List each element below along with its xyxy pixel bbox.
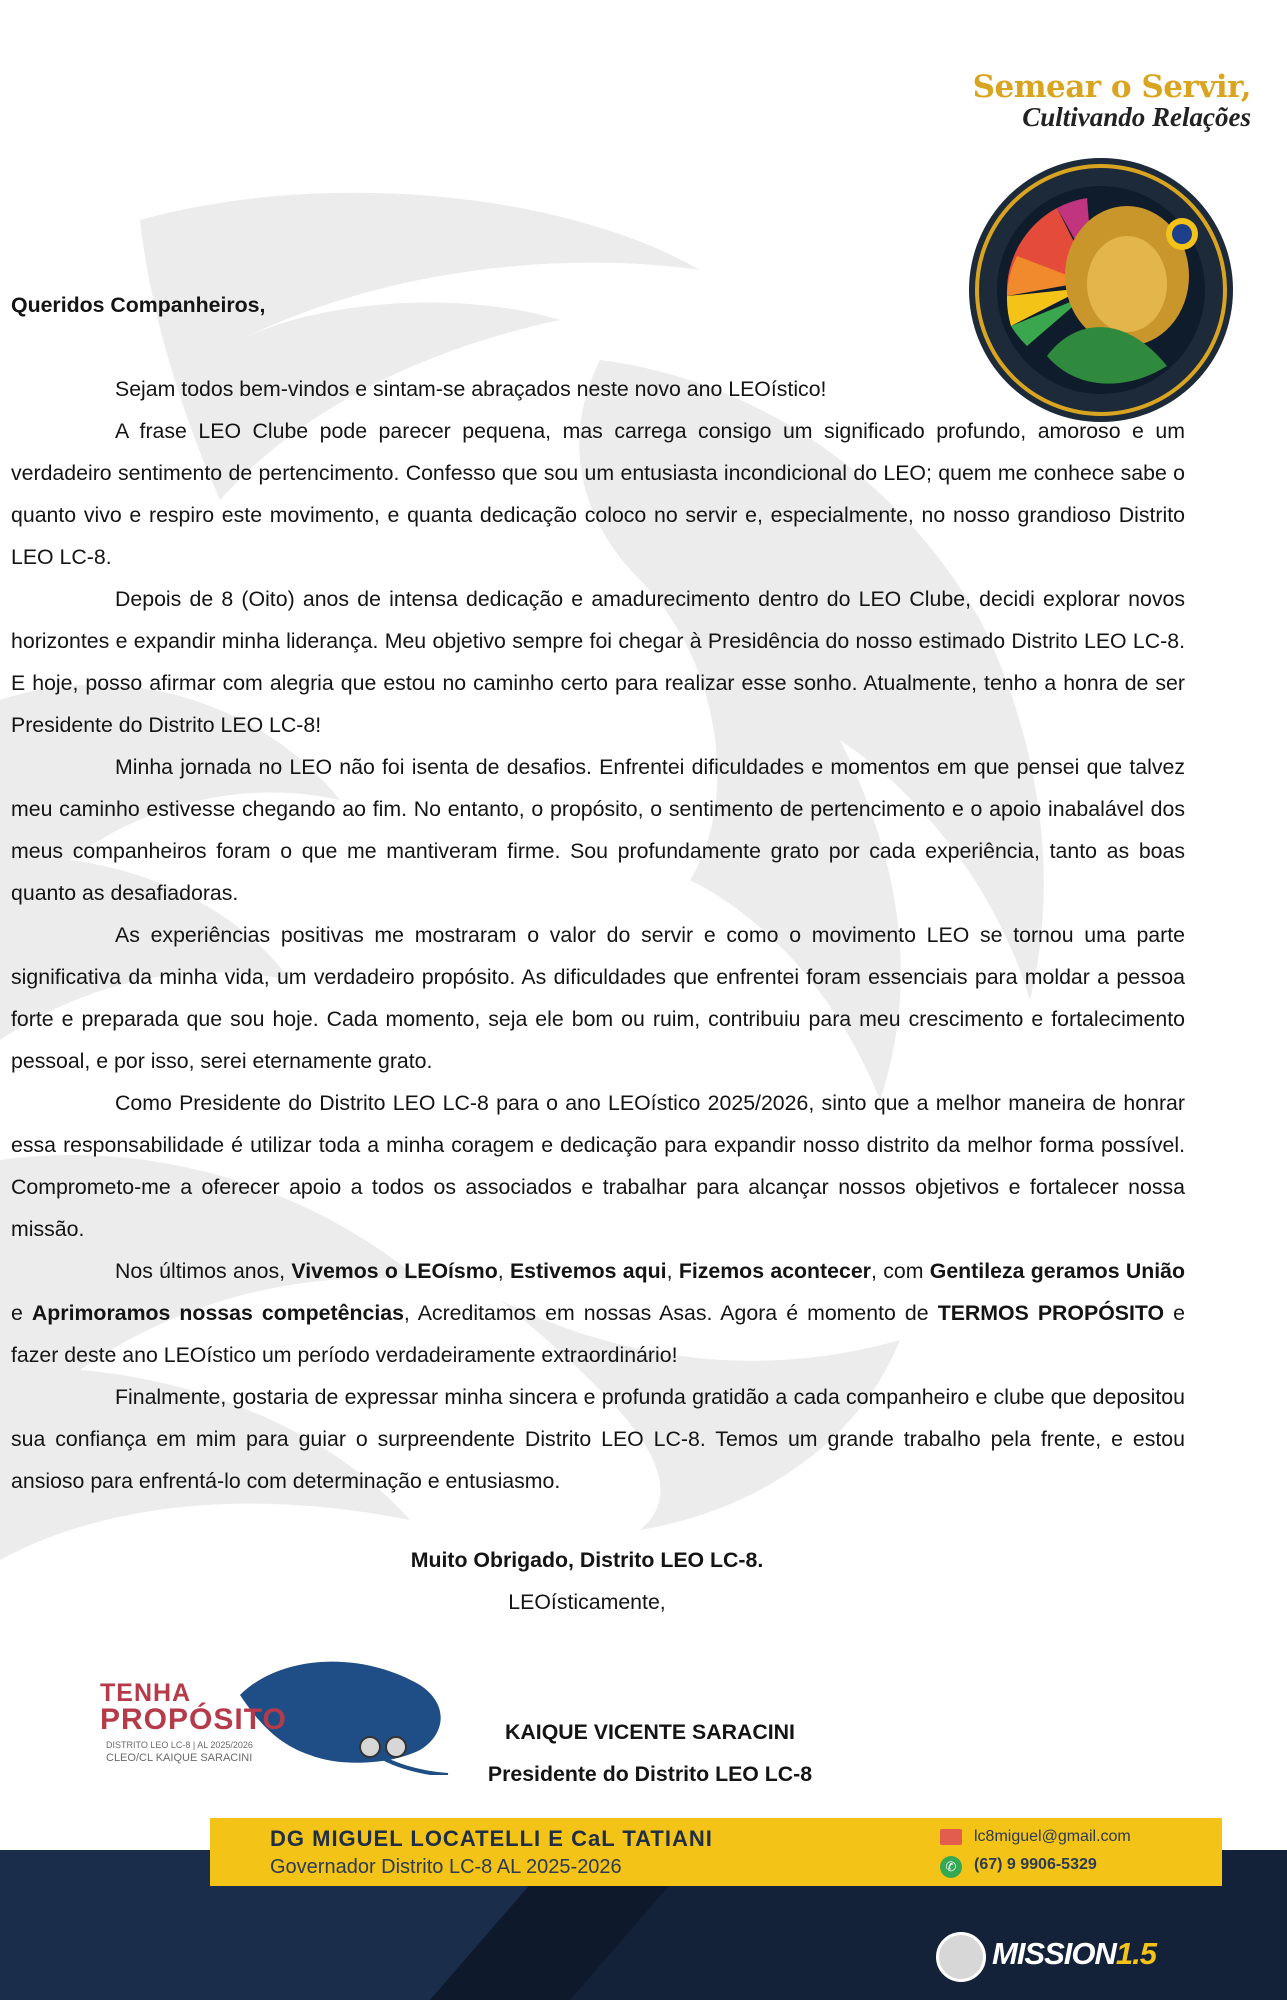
contact-phone[interactable]: (67) 9 9906-5329 <box>974 1856 1097 1873</box>
footer <box>0 1810 1287 2000</box>
governor-band <box>210 1818 1222 1886</box>
paragraph-4: Minha jornada no LEO não foi isenta de desafios. Enfrentei dificuldades e momentos em que pensei que talvez meu caminho estivesse chegando ao fim. No entanto, o propósito, o sentimento de pertencimento e o apoio inabalável dos meus companheiros foram o que me mantiveram firme. Sou profundamente grato por cada experiência, tanto as boas quanto as desafiadoras. <box>11 755 1185 905</box>
email-icon <box>940 1829 962 1845</box>
lions-emblem-icon <box>936 1932 986 1982</box>
paragraph-7-text: , <box>497 1259 510 1283</box>
mission-number: 1.5 <box>1115 1936 1157 1971</box>
paragraph-7-bold: Gentileza geramos União <box>929 1259 1186 1283</box>
governor-title: Governador Distrito LC-8 AL 2025-2026 <box>270 1856 622 1878</box>
letter-body <box>11 284 1185 1502</box>
paragraph-7-text: , Acreditamos em nossas Asas. Agora é momento de <box>403 1301 938 1325</box>
tenha-line-3: DISTRITO LEO LC-8 | AL 2025/2026 <box>106 1740 253 1750</box>
paragraph-6: Como Presidente do Distrito LEO LC-8 para o ano LEOístico 2025/2026, sinto que a melhor maneira de honrar essa responsabilidade é utilizar toda a minha coragem e dedicação para expandir nosso distrito da melhor forma possível. Comprometo-me a oferecer apoio a todos os associados e trabalhar para alcançar nossos objetivos e fortalecer nossa missão. <box>11 1091 1185 1241</box>
paragraph-7-bold: Estivemos aqui <box>509 1259 667 1283</box>
whatsapp-icon: ✆ <box>940 1856 962 1878</box>
paragraph-3: Depois de 8 (Oito) anos de intensa dedicação e amadurecimento dentro do LEO Clube, decidi explorar novos horizontes e expandir minha liderança. Meu objetivo sempre foi chegar à Presidência do nosso estimado Distrito LEO LC-8. E hoje, posso afirmar com alegria que estou no caminho certo para realizar esse sonho. Atualmente, tenho a honra de ser Presidente do Distrito LEO LC-8! <box>11 587 1185 737</box>
paragraph-7 <box>11 1250 1185 1376</box>
signature-title: Presidente do Distrito LEO LC-8 <box>487 1762 813 1786</box>
tenha-line-2: PROPÓSITO <box>100 1703 287 1736</box>
slogan-line-2: Cultivando Relações <box>1022 102 1251 132</box>
paragraph-7-text: e fazer deste ano LEOístico um período verdadeiramente extraordinário! <box>11 1301 1185 1367</box>
paragraph-7-text: , <box>666 1259 679 1283</box>
tenha-line-4: CLEO/CL KAIQUE SARACINI <box>106 1752 253 1764</box>
tenha-proposito-logo <box>100 1655 460 1775</box>
paragraph-1: Sejam todos bem-vindos e sintam-se abraçados neste novo ano LEOístico! <box>115 377 827 401</box>
paragraph-7-bold: Vivemos o LEOísmo <box>291 1259 498 1283</box>
governor-name: DG MIGUEL LOCATELLI E CaL TATIANI <box>270 1826 713 1851</box>
mission-text: MISSION <box>992 1936 1116 1971</box>
paragraph-7-text: , com <box>870 1259 930 1283</box>
tenha-line-1: TENHA <box>100 1679 192 1707</box>
slogan-line-1: Semear o Servir, <box>972 69 1251 105</box>
mission-logo <box>992 1936 1156 1972</box>
closing-signoff: LEOísticamente, <box>508 1590 666 1614</box>
paragraph-7-text: e <box>11 1301 32 1325</box>
paragraph-7-bold: Aprimoramos nossas competências <box>31 1301 404 1325</box>
paragraph-7-bold: TERMOS PROPÓSITO <box>937 1301 1165 1325</box>
paragraph-7-text: Nos últimos anos, <box>115 1259 292 1283</box>
paragraph-8: Finalmente, gostaria de expressar minha sincera e profunda gratidão a cada companheiro e clube que depositou sua confiança em mim para guiar o surpreendente Distrito LEO LC-8. Temos um grande trabalho pela frente, e estou ansioso para enfrentá-lo com determinação e entusiasmo. <box>11 1385 1185 1493</box>
semear-logo <box>961 70 1251 132</box>
signature-name: KAIQUE VICENTE SARACINI <box>505 1720 795 1744</box>
greeting: Queridos Companheiros, <box>11 293 266 317</box>
paragraph-2: A frase LEO Clube pode parecer pequena, mas carrega consigo um significado profundo, amoroso e um verdadeiro sentimento de pertencimento. Confesso que sou um entusiasta incondicional do LEO; quem me conhece sabe o quanto vivo e respiro este movimento, e quanta dedicação coloco no servir e, especialmente, no nosso grandioso Distrito LEO LC-8. <box>11 419 1185 569</box>
paragraph-7-bold: Fizemos acontecer <box>678 1259 871 1283</box>
paragraph-5: As experiências positivas me mostraram o valor do servir e como o movimento LEO se tornou uma parte significativa da minha vida, um verdadeiro propósito. As dificuldades que enfrentei foram essenciais para moldar a pessoa forte e preparada que sou hoje. Cada momento, seja ele bom ou ruim, contribuiu para meu crescimento e fortalecimento pessoal, e por isso, serei eternamente grato. <box>11 923 1185 1073</box>
contact-email[interactable]: lc8miguel@gmail.com <box>974 1828 1131 1845</box>
closing-thanks: Muito Obrigado, Distrito LEO LC-8. <box>410 1548 764 1572</box>
